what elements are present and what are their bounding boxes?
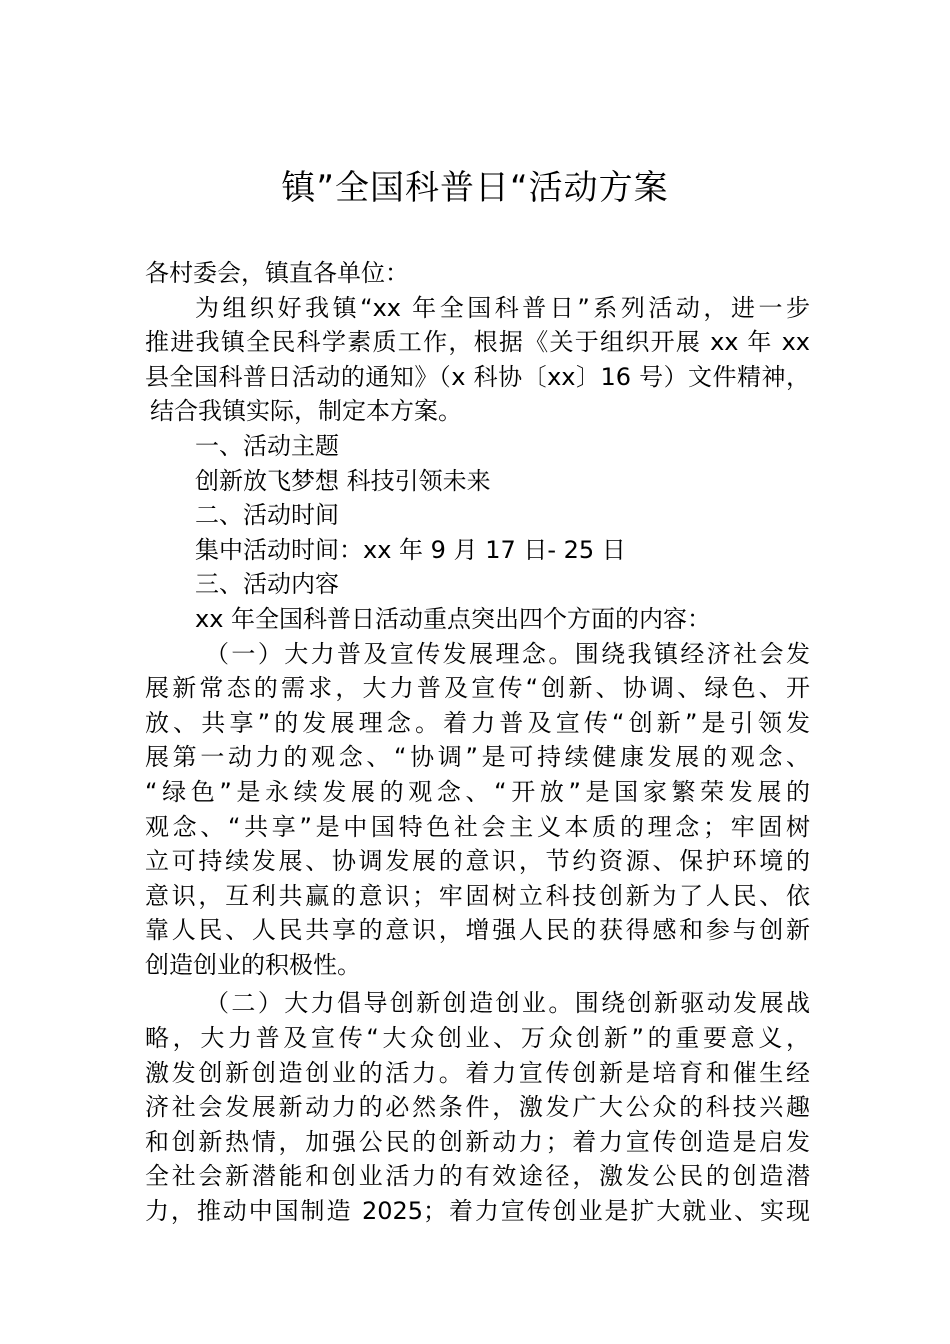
- intro-line-4: 结合我镇实际，制定本方案。: [150, 397, 462, 426]
- content-intro: xx 年全国科普日活动重点突出四个方面的内容：: [195, 604, 712, 633]
- theme-text: 创新放飞梦想 科技引领未来: [195, 466, 491, 495]
- para2-line-2: 略，大力普及宣传“大众创业、万众创新”的重要意义，: [145, 1024, 810, 1053]
- para1-line-5: “绿色”是永续发展的观念、“开放”是国家繁荣发展的: [145, 777, 810, 806]
- para1-line-1: （一）大力普及宣传发展理念。围绕我镇经济社会发: [205, 639, 810, 668]
- intro-line-1: 为组织好我镇“xx 年全国科普日”系列活动，进一步: [195, 293, 810, 322]
- para1-line-6: 观念、“共享”是中国特色社会主义本质的理念；牢固树: [145, 812, 810, 841]
- para1-line-7: 立可持续发展、协调发展的意识，节约资源、保护环境的: [145, 847, 810, 876]
- document-title: 镇”全国科普日“活动方案: [281, 168, 669, 208]
- intro-line-2: 推进我镇全民科学素质工作，根据《关于组织开展 xx 年 xx: [145, 328, 810, 357]
- para2-line-6: 全社会新潜能和创业活力的有效途径，激发公民的创造潜: [145, 1162, 810, 1191]
- para2-line-3: 激发创新创造创业的活力。着力宣传创新是培育和催生经: [145, 1058, 810, 1087]
- para1-line-8: 意识，互利共赢的意识；牢固树立科技创新为了人民、依: [145, 881, 810, 910]
- section-heading-theme: 一、活动主题: [195, 431, 339, 460]
- para2-line-5: 和创新热情，加强公民的创新动力；着力宣传创造是启发: [145, 1127, 810, 1156]
- para1-line-4: 展第一动力的观念、“协调”是可持续健康发展的观念、: [145, 743, 810, 772]
- document-body: [145, 256, 810, 1229]
- para1-line-9: 靠人民、人民共享的意识，增强人民的获得感和参与创新: [145, 916, 810, 945]
- para1-line-2: 展新常态的需求，大力普及宣传“创新、协调、绿色、开: [145, 674, 810, 703]
- para1-line-10: 创造创业的积极性。: [145, 950, 361, 979]
- salutation-line: 各村委会，镇直各单位：: [145, 259, 409, 287]
- time-text: 集中活动时间：xx 年 9 月 17 日- 25 日: [195, 535, 626, 564]
- para2-line-1: （二）大力倡导创新创造创业。围绕创新驱动发展战: [205, 989, 810, 1018]
- section-heading-content: 三、活动内容: [195, 570, 339, 599]
- para1-line-3: 放、共享”的发展理念。着力普及宣传“创新”是引领发: [145, 708, 810, 737]
- intro-line-3: 县全国科普日活动的通知》（x 科协〔xx〕16 号）文件精神，: [145, 362, 810, 391]
- para2-line-7: 力，推动中国制造 2025；着力宣传创业是扩大就业、实现: [145, 1197, 810, 1226]
- para2-line-4: 济社会发展新动力的必然条件，激发广大公众的科技兴趣: [145, 1093, 810, 1122]
- section-heading-time: 二、活动时间: [195, 501, 339, 530]
